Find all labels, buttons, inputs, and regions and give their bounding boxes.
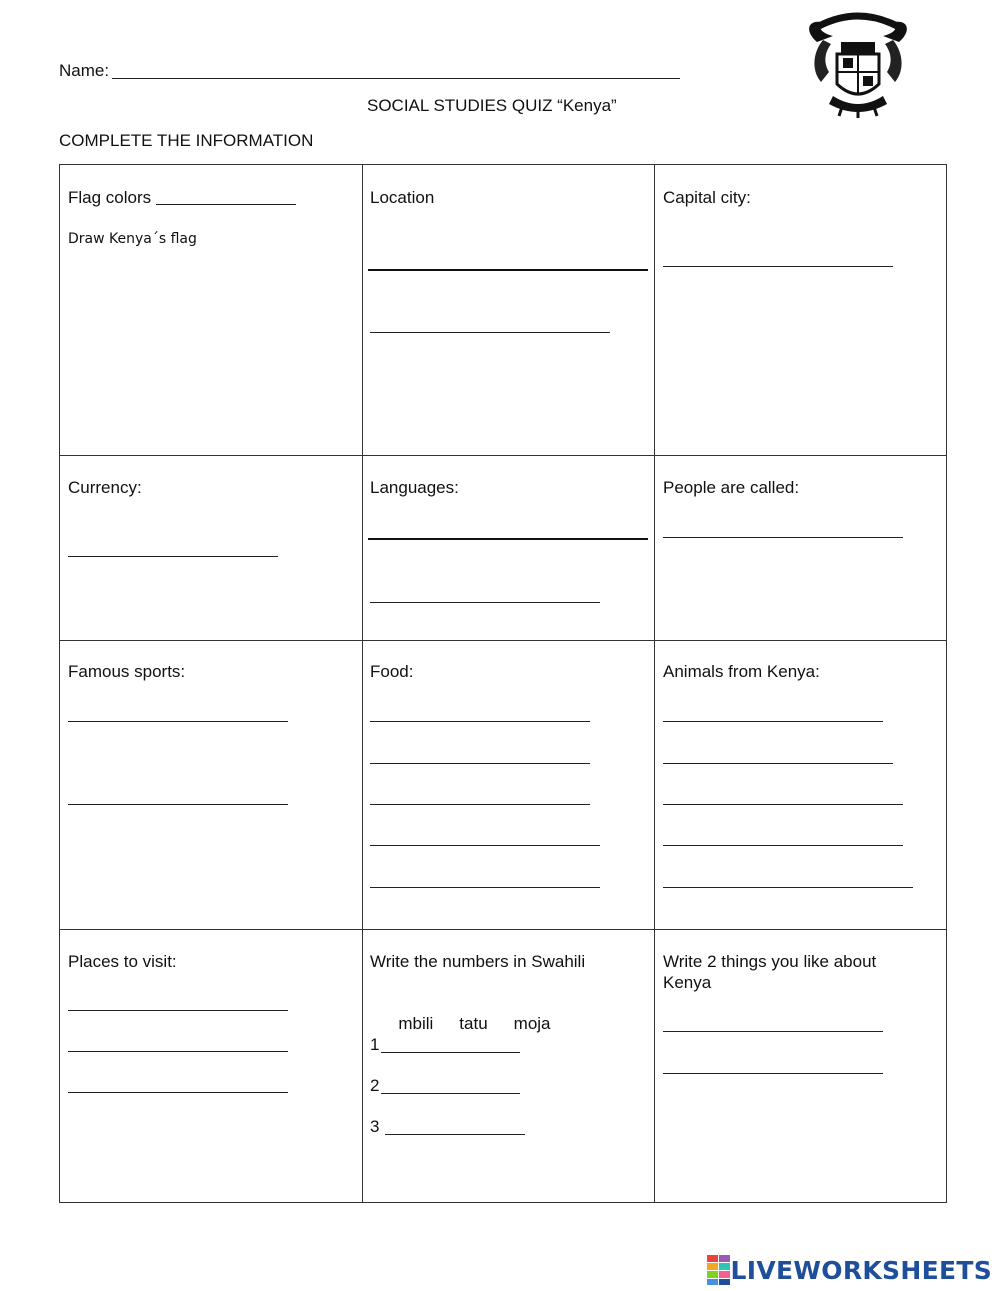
cell-languages (362, 455, 654, 640)
number-answer-line[interactable] (385, 1134, 525, 1135)
food-answer-line[interactable] (370, 845, 600, 846)
languages-label: Languages: (370, 478, 459, 497)
flag-colors-answer-line[interactable] (156, 204, 296, 205)
animals-answer-line[interactable] (663, 804, 903, 805)
currency-label: Currency: (68, 478, 142, 497)
flag-colors-label: Flag colors (68, 188, 152, 207)
cell-swahili-numbers (362, 929, 654, 1204)
cell-animals (654, 640, 946, 929)
number-item-label: 2 (370, 1076, 380, 1095)
people-called-label: People are called: (663, 478, 800, 497)
animals-answer-line[interactable] (663, 887, 913, 888)
name-label: Name: (59, 61, 110, 80)
capital-city-answer-line[interactable] (663, 266, 893, 267)
number-answer-line[interactable] (381, 1052, 520, 1053)
languages-answer-line[interactable] (368, 538, 648, 540)
quiz-table (59, 164, 947, 1203)
likes-answer-line[interactable] (663, 1073, 883, 1074)
sports-answer-line[interactable] (68, 804, 288, 805)
liveworksheets-logo (707, 1253, 992, 1287)
location-answer-line[interactable] (368, 269, 648, 271)
food-label: Food: (370, 662, 414, 681)
instruction-heading: COMPLETE THE INFORMATION (59, 131, 314, 150)
currency-answer-line[interactable] (68, 556, 278, 557)
food-answer-line[interactable] (370, 763, 590, 764)
sports-answer-line[interactable] (68, 721, 288, 722)
places-answer-line[interactable] (68, 1051, 288, 1052)
cell-currency (60, 455, 362, 640)
animals-answer-line[interactable] (663, 845, 903, 846)
places-answer-line[interactable] (68, 1010, 288, 1011)
animals-answer-line[interactable] (663, 721, 883, 722)
cell-location (362, 165, 654, 455)
food-answer-line[interactable] (370, 887, 600, 888)
cell-food (362, 640, 654, 929)
food-answer-line[interactable] (370, 804, 590, 805)
animals-label: Animals from Kenya: (663, 662, 820, 681)
swahili-word: moja (513, 1014, 551, 1033)
school-crest-icon (803, 12, 913, 120)
quiz-title: SOCIAL STUDIES QUIZ “Kenya” (367, 96, 617, 115)
famous-sports-label: Famous sports: (68, 662, 186, 681)
likes-answer-line[interactable] (663, 1031, 883, 1032)
number-item-label: 3 (370, 1117, 380, 1136)
name-input-line[interactable] (112, 78, 680, 79)
capital-city-label: Capital city: (663, 188, 751, 207)
likes-about-kenya-label: Write 2 things you like about Kenya (663, 952, 881, 992)
liveworksheets-icon (707, 1255, 731, 1285)
swahili-word-bank (370, 992, 577, 1055)
draw-flag-hint: Draw Kenya´s flag (68, 231, 197, 247)
cell-sports (60, 640, 362, 929)
animals-answer-line[interactable] (663, 763, 893, 764)
places-answer-line[interactable] (68, 1092, 288, 1093)
people-called-answer-line[interactable] (663, 537, 903, 538)
swahili-word: tatu (459, 1014, 488, 1033)
cell-places (60, 929, 362, 1204)
cell-capital (654, 165, 946, 455)
number-answer-line[interactable] (381, 1093, 520, 1094)
food-answer-line[interactable] (370, 721, 590, 722)
places-to-visit-label: Places to visit: (68, 952, 177, 971)
swahili-word: mbili (398, 1014, 434, 1033)
number-item-label: 1 (370, 1035, 380, 1054)
flag-drawing-area[interactable] (68, 257, 352, 447)
cell-flag (60, 165, 362, 455)
location-label: Location (370, 188, 435, 207)
liveworksheets-wordmark: LIVEWORKSHEETS (730, 1255, 992, 1285)
swahili-numbers-label: Write the numbers in Swahili (370, 952, 586, 971)
cell-likes (654, 929, 946, 1204)
languages-answer-line[interactable] (370, 602, 600, 603)
cell-people (654, 455, 946, 640)
location-answer-line[interactable] (370, 332, 610, 333)
